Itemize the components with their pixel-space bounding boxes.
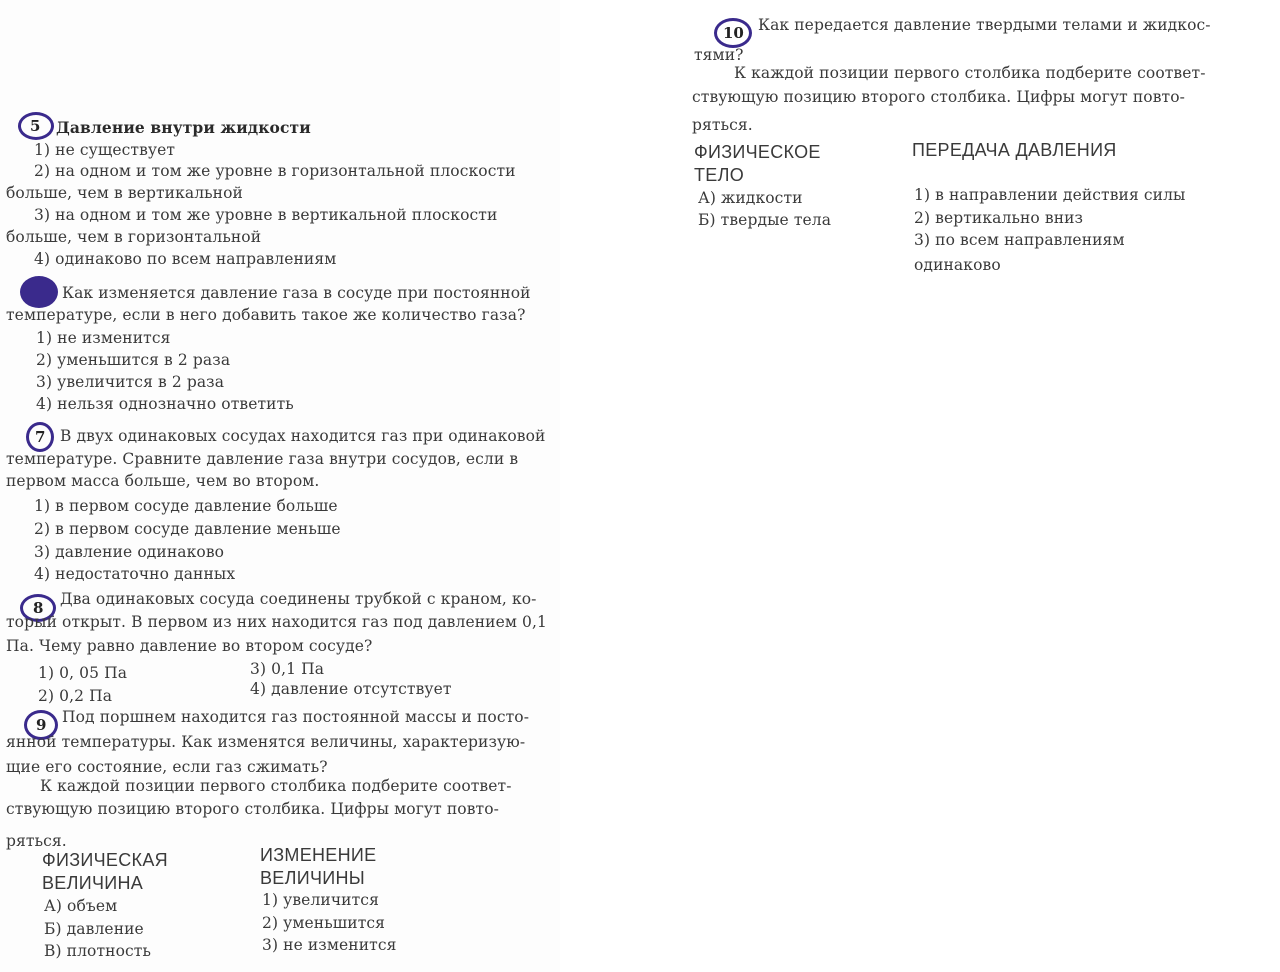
question-8-option-2: 2) 0,2 Па [38,687,113,705]
question-8-number: 8 [33,599,44,617]
question-9-instruction-line-2: ствующую позицию второго столбика. Цифры могут повто- [6,800,499,818]
question-7-option-2: 2) в первом сосуде давление меньше [34,520,341,538]
question-6-option-2: 2) уменьшится в 2 раза [36,351,231,369]
question-6-option-1: 1) не изменится [36,329,171,347]
question-10-column-2-header: ПЕРЕДАЧА ДАВЛЕНИЯ [912,140,1117,160]
question-8-option-3: 3) 0,1 Па [250,660,325,678]
question-10-column-1-header-line-1: ФИЗИЧЕСКОЕ [694,142,821,162]
left-page [0,0,560,972]
question-10-result-2: 2) вертикально вниз [914,209,1084,227]
question-9-result-3: 3) не изменится [262,936,397,954]
question-9-title-line-2: янной температуры. Как изменятся величины, характеризую- [6,733,526,751]
question-10-number: 10 [723,24,744,42]
question-5-option-1: 1) не существует [34,141,176,159]
question-6-option-3: 3) увеличится в 2 раза [36,373,225,391]
question-9-item-a: А) объем [44,897,118,915]
question-10-instruction-line-3: ряться. [692,116,753,134]
question-9-column-1-header-line-2: ВЕЛИЧИНА [42,873,144,893]
question-9-item-b: Б) давление [44,920,144,938]
question-10-result-1: 1) в направлении действия силы [914,186,1186,204]
question-7-option-4: 4) недостаточно данных [34,565,236,583]
question-10-title-line-2: тями? [694,46,744,64]
question-10-title-line-1: Как передается давление твердыми телами и жидкос- [758,16,1211,34]
question-9-title-line-3: щие его состояние, если газ сжимать? [6,758,328,776]
question-7-title-line-1: В двух одинаковых сосудах находится газ при одинаковой [60,427,546,445]
question-9-item-c: В) плотность [44,942,152,960]
question-9-number: 9 [36,716,47,734]
question-7-title-line-3: первом масса больше, чем во втором. [6,472,320,490]
question-8-title-line-2: торый открыт. В первом из них находится газ под давлением 0,1 [6,613,547,631]
question-7-option-3: 3) давление одинаково [34,543,225,561]
question-5-option-2-line-2: больше, чем в вертикальной [6,184,243,202]
question-7-option-1: 1) в первом сосуде давление больше [34,497,338,515]
question-5-option-3-line-2: больше, чем в горизонтальной [6,228,262,246]
question-9-result-1: 1) увеличится [262,891,379,909]
question-6-title-line-1: Как изменяется давление газа в сосуде при постоянной [62,284,531,302]
question-8-title-line-1: Два одинаковых сосуда соединены трубкой с краном, ко- [60,590,537,608]
question-10-result-3-line-1: 3) по всем направлениям [914,231,1125,249]
question-7-number: 7 [35,428,46,446]
question-9-instruction-line-1: К каждой позиции первого столбика подберите соответ- [40,777,512,795]
question-8-title-line-3: Па. Чему равно давление во втором сосуде? [6,637,373,655]
question-10-instruction-line-1: К каждой позиции первого столбика подберите соответ- [734,64,1206,82]
question-5-option-2-line-1: 2) на одном и том же уровне в горизонтальной плоскости [34,162,516,180]
question-8-option-1: 1) 0, 05 Па [38,664,128,682]
question-10-item-a: А) жидкости [698,189,803,207]
question-9-column-2-header-line-1: ИЗМЕНЕНИЕ [260,845,377,865]
question-6-filled-mark [20,276,58,308]
question-9-instruction-line-3: ряться. [6,832,67,850]
question-10-item-b: Б) твердые тела [698,211,832,229]
question-9-result-2: 2) уменьшится [262,914,386,932]
question-9-column-2-header-line-2: ВЕЛИЧИНЫ [260,868,366,888]
question-8-option-4: 4) давление отсутствует [250,680,452,698]
question-5-title: Давление внутри жидкости [56,118,311,137]
question-10-column-1-header-line-2: ТЕЛО [694,165,745,185]
question-5-option-3-line-1: 3) на одном и том же уровне в вертикальной плоскости [34,206,498,224]
question-5-option-4: 4) одинаково по всем направлениям [34,250,337,268]
right-page [640,0,1280,972]
question-6-title-line-2: температуре, если в него добавить такое же количество газа? [6,306,526,324]
question-9-title-line-1: Под поршнем находится газ постоянной массы и посто- [62,708,530,726]
question-5-number: 5 [30,117,41,135]
question-6-option-4: 4) нельзя однозначно ответить [36,395,294,413]
question-10-instruction-line-2: ствующую позицию второго столбика. Цифры могут повто- [692,88,1185,106]
question-9-column-1-header-line-1: ФИЗИЧЕСКАЯ [42,850,168,870]
question-7-title-line-2: температуре. Сравните давление газа внутри сосудов, если в [6,450,519,468]
question-10-result-3-line-2: одинаково [914,256,1001,274]
